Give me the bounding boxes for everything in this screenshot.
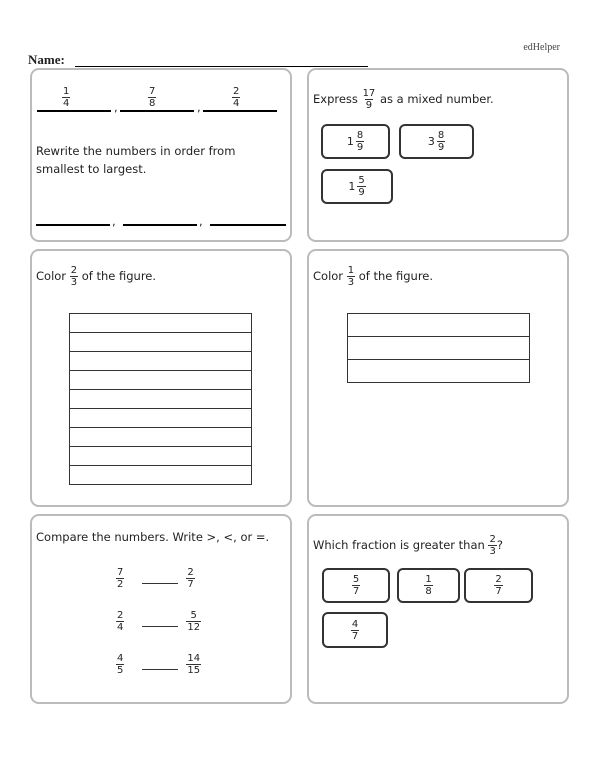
choice-4-7[interactable]: $\frac{4}{7}$ [322, 612, 388, 648]
fraction-a: $\frac{4}{5}$ [117, 653, 124, 676]
color-prompt: Color $\frac{1}{3}$ of the figure. [313, 265, 434, 288]
separator: , [112, 214, 116, 228]
compare-panel [30, 514, 292, 704]
separator: , [199, 214, 203, 228]
choice-2-7[interactable]: $\frac{2}{7}$ [464, 568, 533, 603]
color-prompt: Color $\frac{2}{3}$ of the figure. [36, 265, 157, 288]
compare-blank[interactable] [142, 626, 178, 627]
fraction-a: $\frac{2}{4}$ [117, 610, 124, 633]
figure-grid-3 [347, 313, 530, 383]
color-figure-panel-1 [30, 249, 292, 507]
fraction-line-1 [37, 110, 111, 112]
choice-5-7[interactable]: $\frac{5}{7}$ [322, 568, 390, 603]
choice-1-8-9[interactable]: 1 $\frac{8}{9}$ [321, 124, 390, 159]
figure-cell[interactable] [70, 447, 252, 466]
fraction-2: $\frac{7}{8}$ [149, 86, 156, 109]
answer-blank-1[interactable] [36, 224, 110, 226]
figure-cell[interactable] [70, 428, 252, 447]
fraction-3: $\frac{2}{4}$ [233, 86, 240, 109]
greater-fraction-panel [307, 514, 569, 704]
mixed-number-prompt: Express $\frac{17}{9}$ as a mixed number. [313, 88, 494, 111]
figure-cell[interactable] [348, 360, 530, 383]
compare-row [116, 653, 201, 676]
name-label: Name: [28, 52, 65, 67]
compare-row [116, 610, 201, 633]
answer-blank-3[interactable] [210, 224, 286, 226]
figure-cell[interactable] [70, 390, 252, 409]
figure-cell[interactable] [348, 337, 530, 360]
separator: , [114, 100, 118, 114]
mixed-number-panel [307, 68, 569, 242]
answer-blank-2[interactable] [123, 224, 197, 226]
fraction-line-3 [203, 110, 277, 112]
brand-label: edHelper [523, 42, 560, 53]
figure-grid-9 [69, 313, 252, 485]
figure-cell[interactable] [348, 314, 530, 337]
fraction-line-2 [120, 110, 194, 112]
fraction-b: $\frac{2}{7}$ [187, 567, 194, 590]
figure-cell[interactable] [70, 371, 252, 390]
fraction-a: $\frac{7}{2}$ [117, 567, 124, 590]
compare-blank[interactable] [142, 669, 178, 670]
ordering-panel [30, 68, 292, 242]
compare-row [116, 567, 195, 590]
separator: , [197, 100, 201, 114]
color-figure-panel-2 [307, 249, 569, 507]
ordering-instruction: Rewrite the numbers in order from smallest to largest. [36, 144, 236, 176]
choice-1-5-9[interactable]: 1 $\frac{5}{9}$ [321, 169, 393, 204]
figure-cell[interactable] [70, 409, 252, 428]
fraction-b: $\frac{5}{12}$ [187, 610, 201, 633]
name-field[interactable] [75, 66, 368, 67]
choice-3-8-9[interactable]: 3 $\frac{8}{9}$ [399, 124, 474, 159]
figure-cell[interactable] [70, 314, 252, 333]
greater-prompt: Which fraction is greater than $\frac{2}{3}$ ? [313, 534, 503, 557]
fraction-b: $\frac{14}{15}$ [187, 653, 201, 676]
figure-cell[interactable] [70, 352, 252, 371]
compare-blank[interactable] [142, 583, 178, 584]
choice-1-8[interactable]: $\frac{1}{8}$ [397, 568, 460, 603]
figure-cell[interactable] [70, 333, 252, 352]
figure-cell[interactable] [70, 466, 252, 485]
fraction-1: $\frac{1}{4}$ [63, 86, 70, 109]
compare-instruction: Compare the numbers. Write >, <, or =. [36, 530, 270, 544]
